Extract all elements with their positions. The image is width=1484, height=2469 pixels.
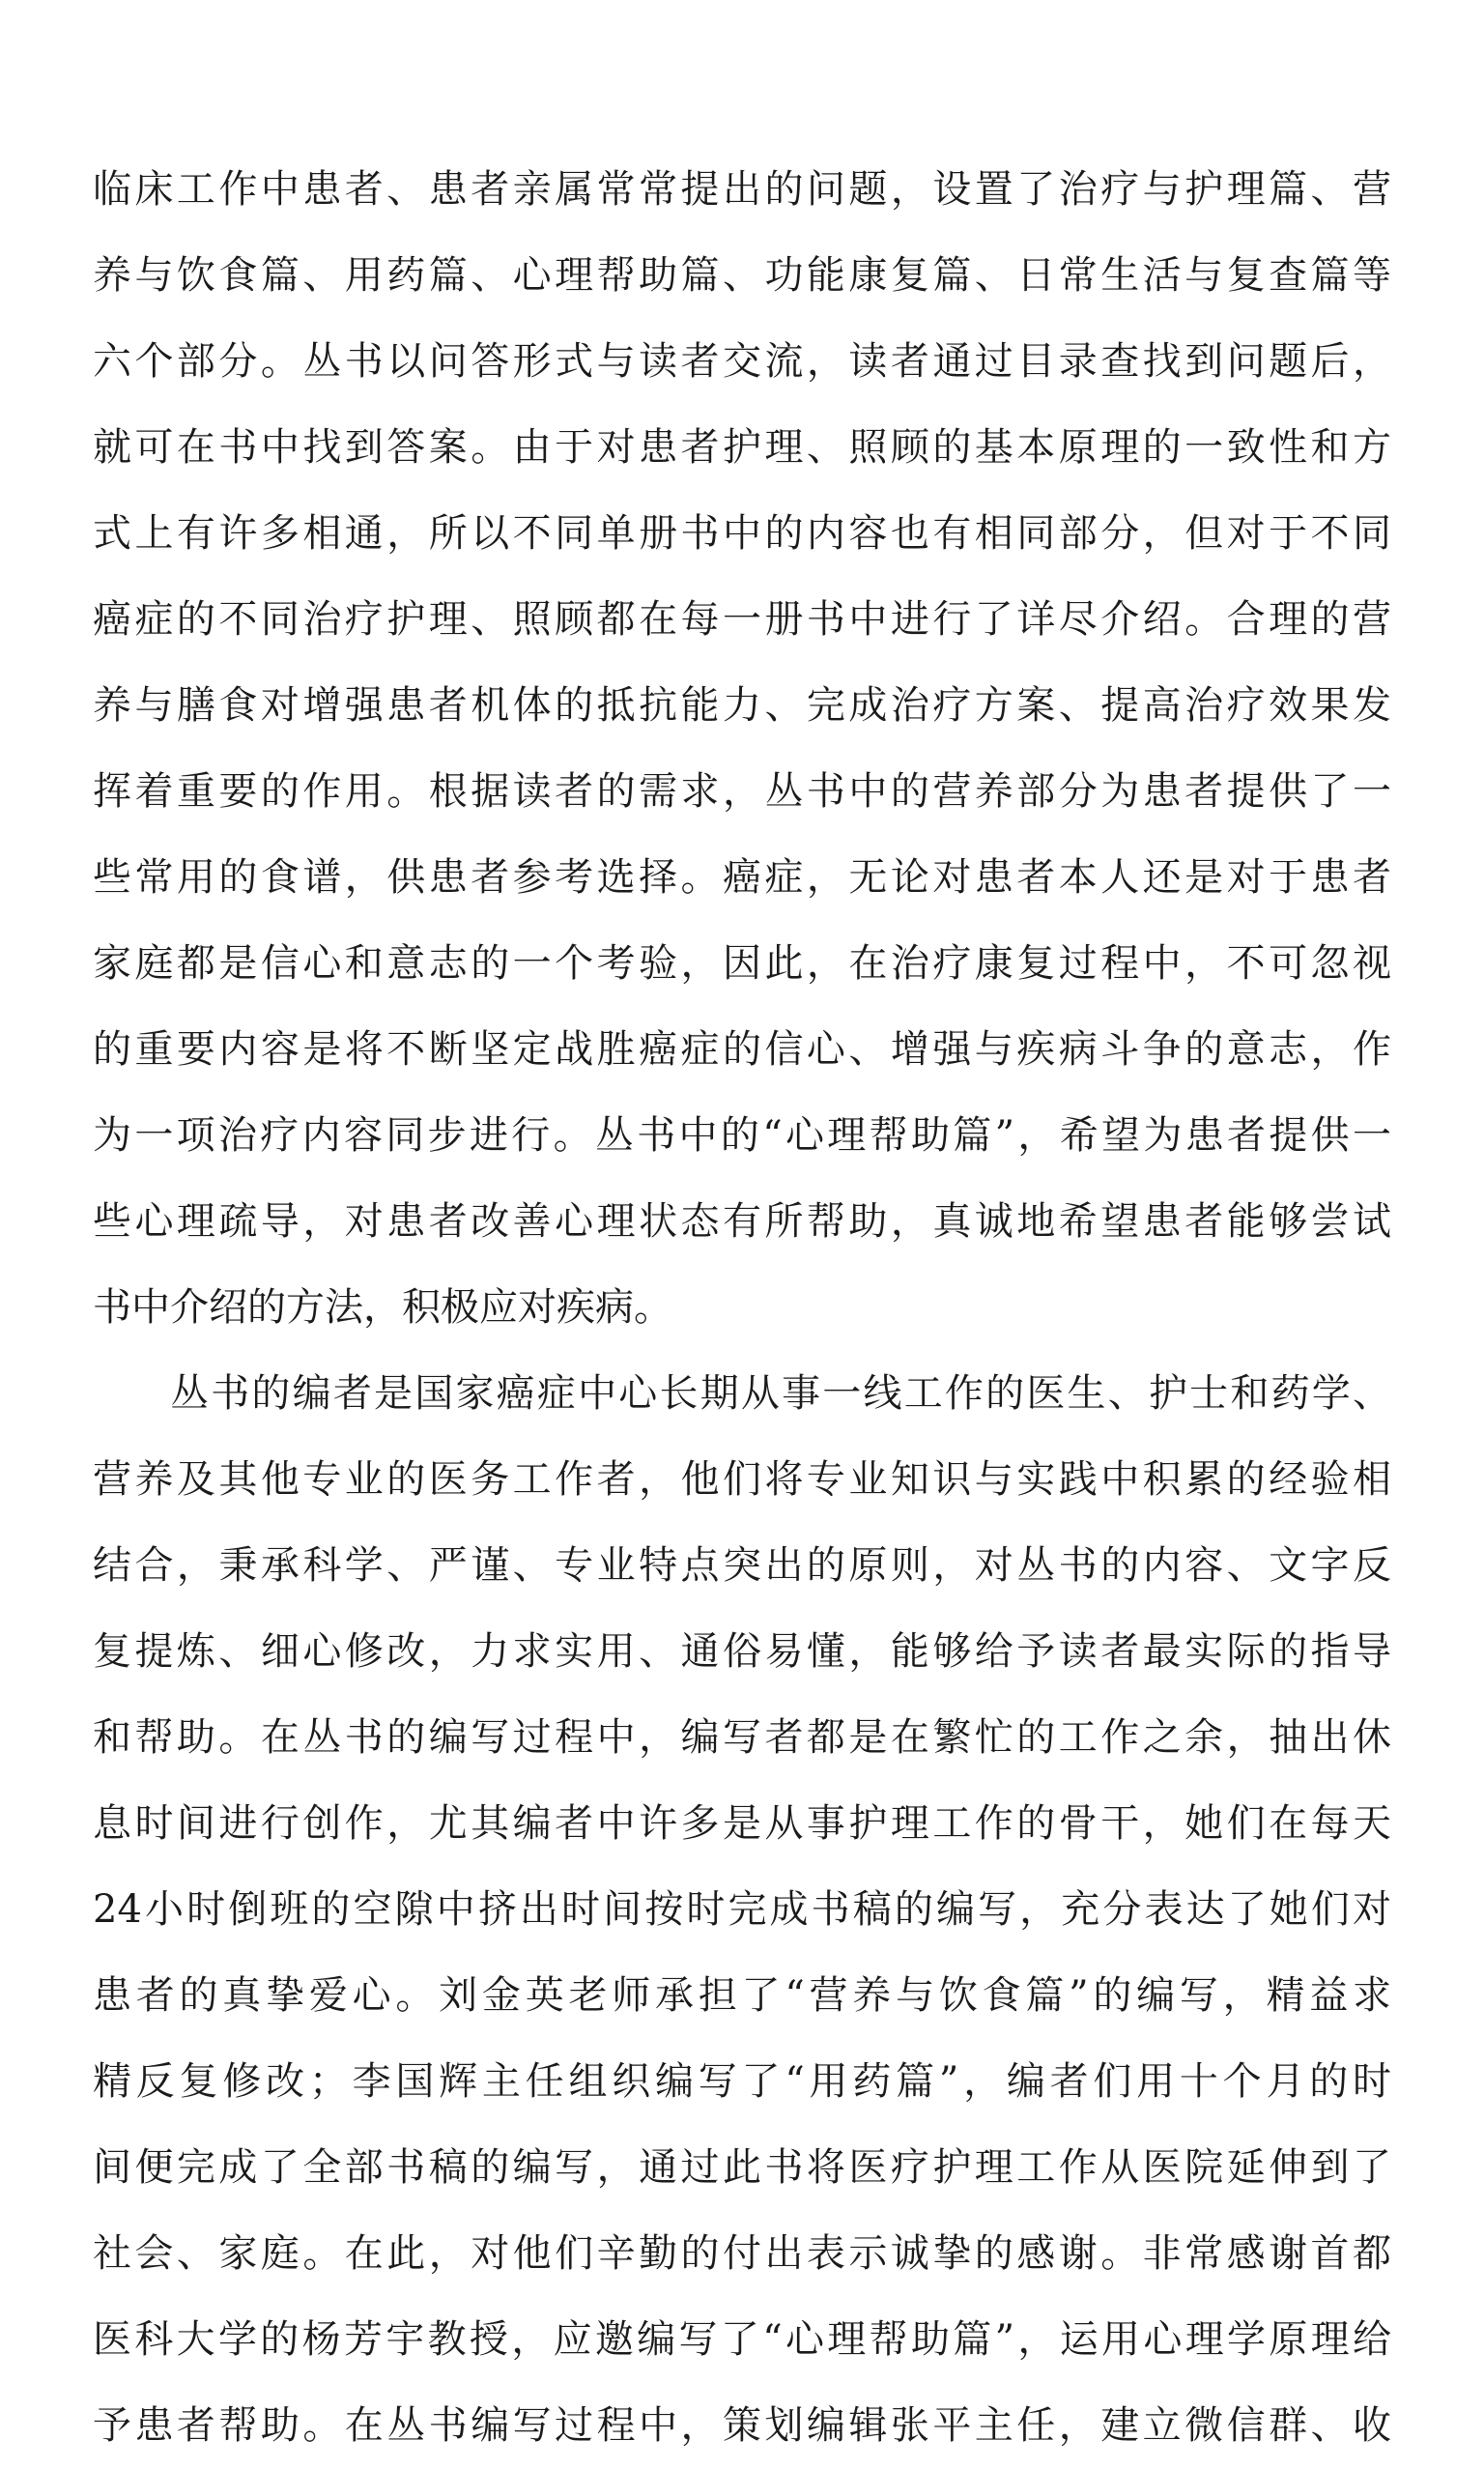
text-line: 息时间进行创作，尤其编者中许多是从事护理工作的骨干，她们在每天	[93, 1801, 1391, 1846]
paragraph-2	[93, 1351, 1391, 2469]
text-line: 六个部分。丛书以问答形式与读者交流，读者通过目录查找到问题后，	[93, 339, 1391, 384]
text-line: 医科大学的杨芳宇教授，应邀编写了“心理帮助篇”，运用心理学原理给	[93, 2317, 1391, 2362]
text-line: 癌症的不同治疗护理、照顾都在每一册书中进行了详尽介绍。合理的营	[93, 597, 1391, 642]
text-line: 养与饮食篇、用药篇、心理帮助篇、功能康复篇、日常生活与复查篇等	[93, 253, 1391, 298]
paragraph-1	[93, 147, 1391, 1351]
text-line: 挥着重要的作用。根据读者的需求，丛书中的营养部分为患者提供了一	[93, 769, 1391, 814]
text-line: 为一项治疗内容同步进行。丛书中的“心理帮助篇”，希望为患者提供一	[93, 1113, 1391, 1158]
text-line: 就可在书中找到答案。由于对患者护理、照顾的基本原理的一致性和方	[93, 425, 1391, 470]
text-line: 24小时倒班的空隙中挤出时间按时完成书稿的编写，充分表达了她们对	[93, 1887, 1391, 1932]
text-line: 和帮助。在丛书的编写过程中，编写者都是在繁忙的工作之余，抽出休	[93, 1715, 1391, 1760]
text-line: 社会、家庭。在此，对他们辛勤的付出表示诚挚的感谢。非常感谢首都	[93, 2231, 1391, 2276]
text-line: 间便完成了全部书稿的编写，通过此书将医疗护理工作从医院延伸到了	[93, 2145, 1391, 2190]
text-line: 些常用的食谱，供患者参考选择。癌症，无论对患者本人还是对于患者	[93, 855, 1391, 900]
text-line: 家庭都是信心和意志的一个考验，因此，在治疗康复过程中，不可忽视	[93, 941, 1391, 986]
text-line: 些心理疏导，对患者改善心理状态有所帮助，真诚地希望患者能够尝试	[93, 1199, 1391, 1244]
document-page	[93, 147, 1391, 2469]
text-line: 养与膳食对增强患者机体的抵抗能力、完成治疗方案、提高治疗效果发	[93, 683, 1391, 728]
text-line: 予患者帮助。在丛书编写过程中，策划编辑张平主任，建立微信群、收	[93, 2403, 1391, 2448]
text-line: 结合，秉承科学、严谨、专业特点突出的原则，对丛书的内容、文字反	[93, 1543, 1391, 1588]
text-line: 临床工作中患者、患者亲属常常提出的问题，设置了治疗与护理篇、营	[93, 167, 1391, 212]
text-line: 丛书的编者是国家癌症中心长期从事一线工作的医生、护士和药学、	[170, 1371, 1391, 1416]
text-line: 的重要内容是将不断坚定战胜癌症的信心、增强与疾病斗争的意志，作	[93, 1027, 1391, 1072]
text-line: 营养及其他专业的医务工作者，他们将专业知识与实践中积累的经验相	[93, 1457, 1391, 1502]
text-line: 精反复修改；李国辉主任组织编写了“用药篇”，编者们用十个月的时	[93, 2059, 1391, 2104]
text-line: 书中介绍的方法，积极应对疾病。	[93, 1285, 672, 1330]
text-line: 式上有许多相通，所以不同单册书中的内容也有相同部分，但对于不同	[93, 511, 1391, 556]
text-line: 复提炼、细心修改，力求实用、通俗易懂，能够给予读者最实际的指导	[93, 1629, 1391, 1674]
text-line: 患者的真挚爱心。刘金英老师承担了“营养与饮食篇”的编写，精益求	[93, 1973, 1391, 2018]
